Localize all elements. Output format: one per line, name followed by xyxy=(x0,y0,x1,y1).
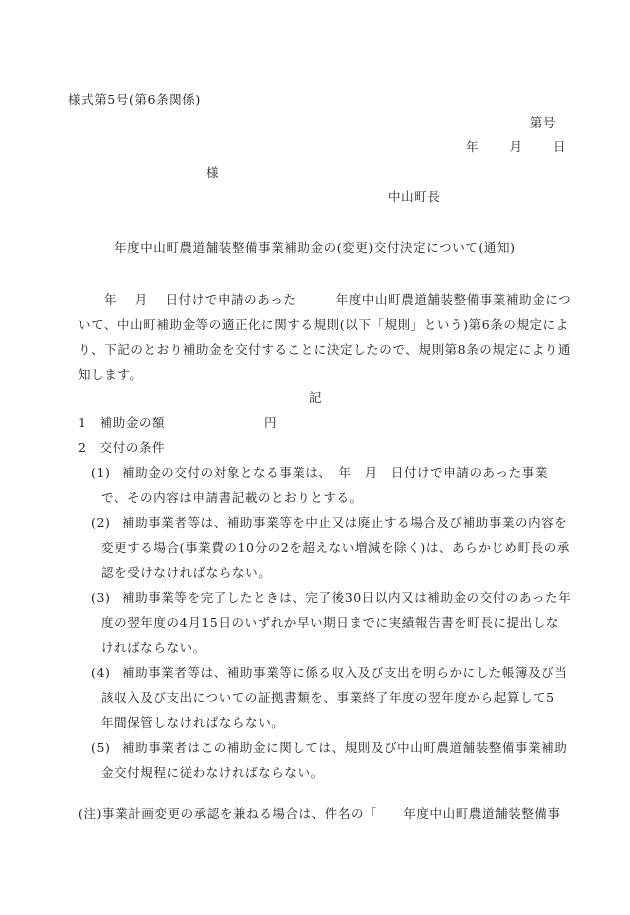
condition-line: 補助事業等を完了したときは、完了後30日以内又は補助金の交付のあった年 xyxy=(122,590,572,605)
issue-date: 年 月 日 xyxy=(466,139,568,154)
issuer: 中山町長 xyxy=(388,189,441,204)
condition-number: (4) xyxy=(91,665,111,680)
form-label: 様式第5号(第6条関係) xyxy=(68,92,201,107)
condition-number: (3) xyxy=(91,590,111,605)
note: (注)事業計画変更の承認を兼ねる場合は、件名の「 年度中山町農道舗装整備事 xyxy=(78,806,561,821)
condition-line: 補助金の交付の対象となる事業は、 年 月 日付けで申請のあった事業 xyxy=(122,465,548,480)
condition-line: 該収入及び支出についての証拠書類を、事業終了年度の翌年度から起算して5 xyxy=(101,690,555,705)
condition-line: 金交付規程に従わなければならない。 xyxy=(101,765,324,780)
addressee: 様 xyxy=(206,165,220,180)
condition-line: 補助事業者等は、補助事業等を中止又は廃止する場合及び補助事業の内容を xyxy=(122,515,568,530)
item1-label: 1 補助金の額 xyxy=(78,415,166,430)
condition-line: 変更する場合(事業費の10分の2を超えない増減を除く)は、あらかじめ町長の承 xyxy=(101,540,570,555)
body-line: 知します。 xyxy=(78,367,143,382)
document-title: 年度中山町農道舗装整備事業補助金の(変更)交付決定について(通知) xyxy=(114,240,516,255)
condition-number: (5) xyxy=(91,740,111,755)
item2-label: 2 交付の条件 xyxy=(78,440,166,455)
condition-line: ければならない。 xyxy=(101,640,206,655)
condition-line: 度の翌年度の4月15日のいずれか早い期日までに実績報告書を町長に提出しな xyxy=(101,615,559,630)
body-line: 年 月 日付けで申請のあった 年度中山町農道舗装整備事業補助金につ xyxy=(104,292,572,307)
condition-line: 補助事業者はこの補助金に関しては、規則及び中山町農道舗装整備事業補助 xyxy=(122,740,568,755)
body-line: いて、中山町補助金等の適正化に関する規則(以下「規則」という)第6条の規定によ xyxy=(78,317,569,332)
ki-heading: 記 xyxy=(309,390,323,405)
condition-line: 年間保管しなければならない。 xyxy=(101,715,285,730)
condition-number: (1) xyxy=(91,465,111,480)
condition-line: 認を受けなければならない。 xyxy=(101,565,272,580)
condition-line: で、その内容は申請書記載のとおりとする。 xyxy=(101,490,363,505)
condition-line: 補助事業者等は、補助事業等に係る収入及び支出を明らかにした帳簿及び当 xyxy=(122,665,568,680)
condition-number: (2) xyxy=(91,515,111,530)
item1-unit: 円 xyxy=(264,415,278,430)
document-number: 第号 xyxy=(529,115,556,130)
body-line: り、下記のとおり補助金を交付することに決定したので、規則第8条の規定により通 xyxy=(78,342,572,357)
